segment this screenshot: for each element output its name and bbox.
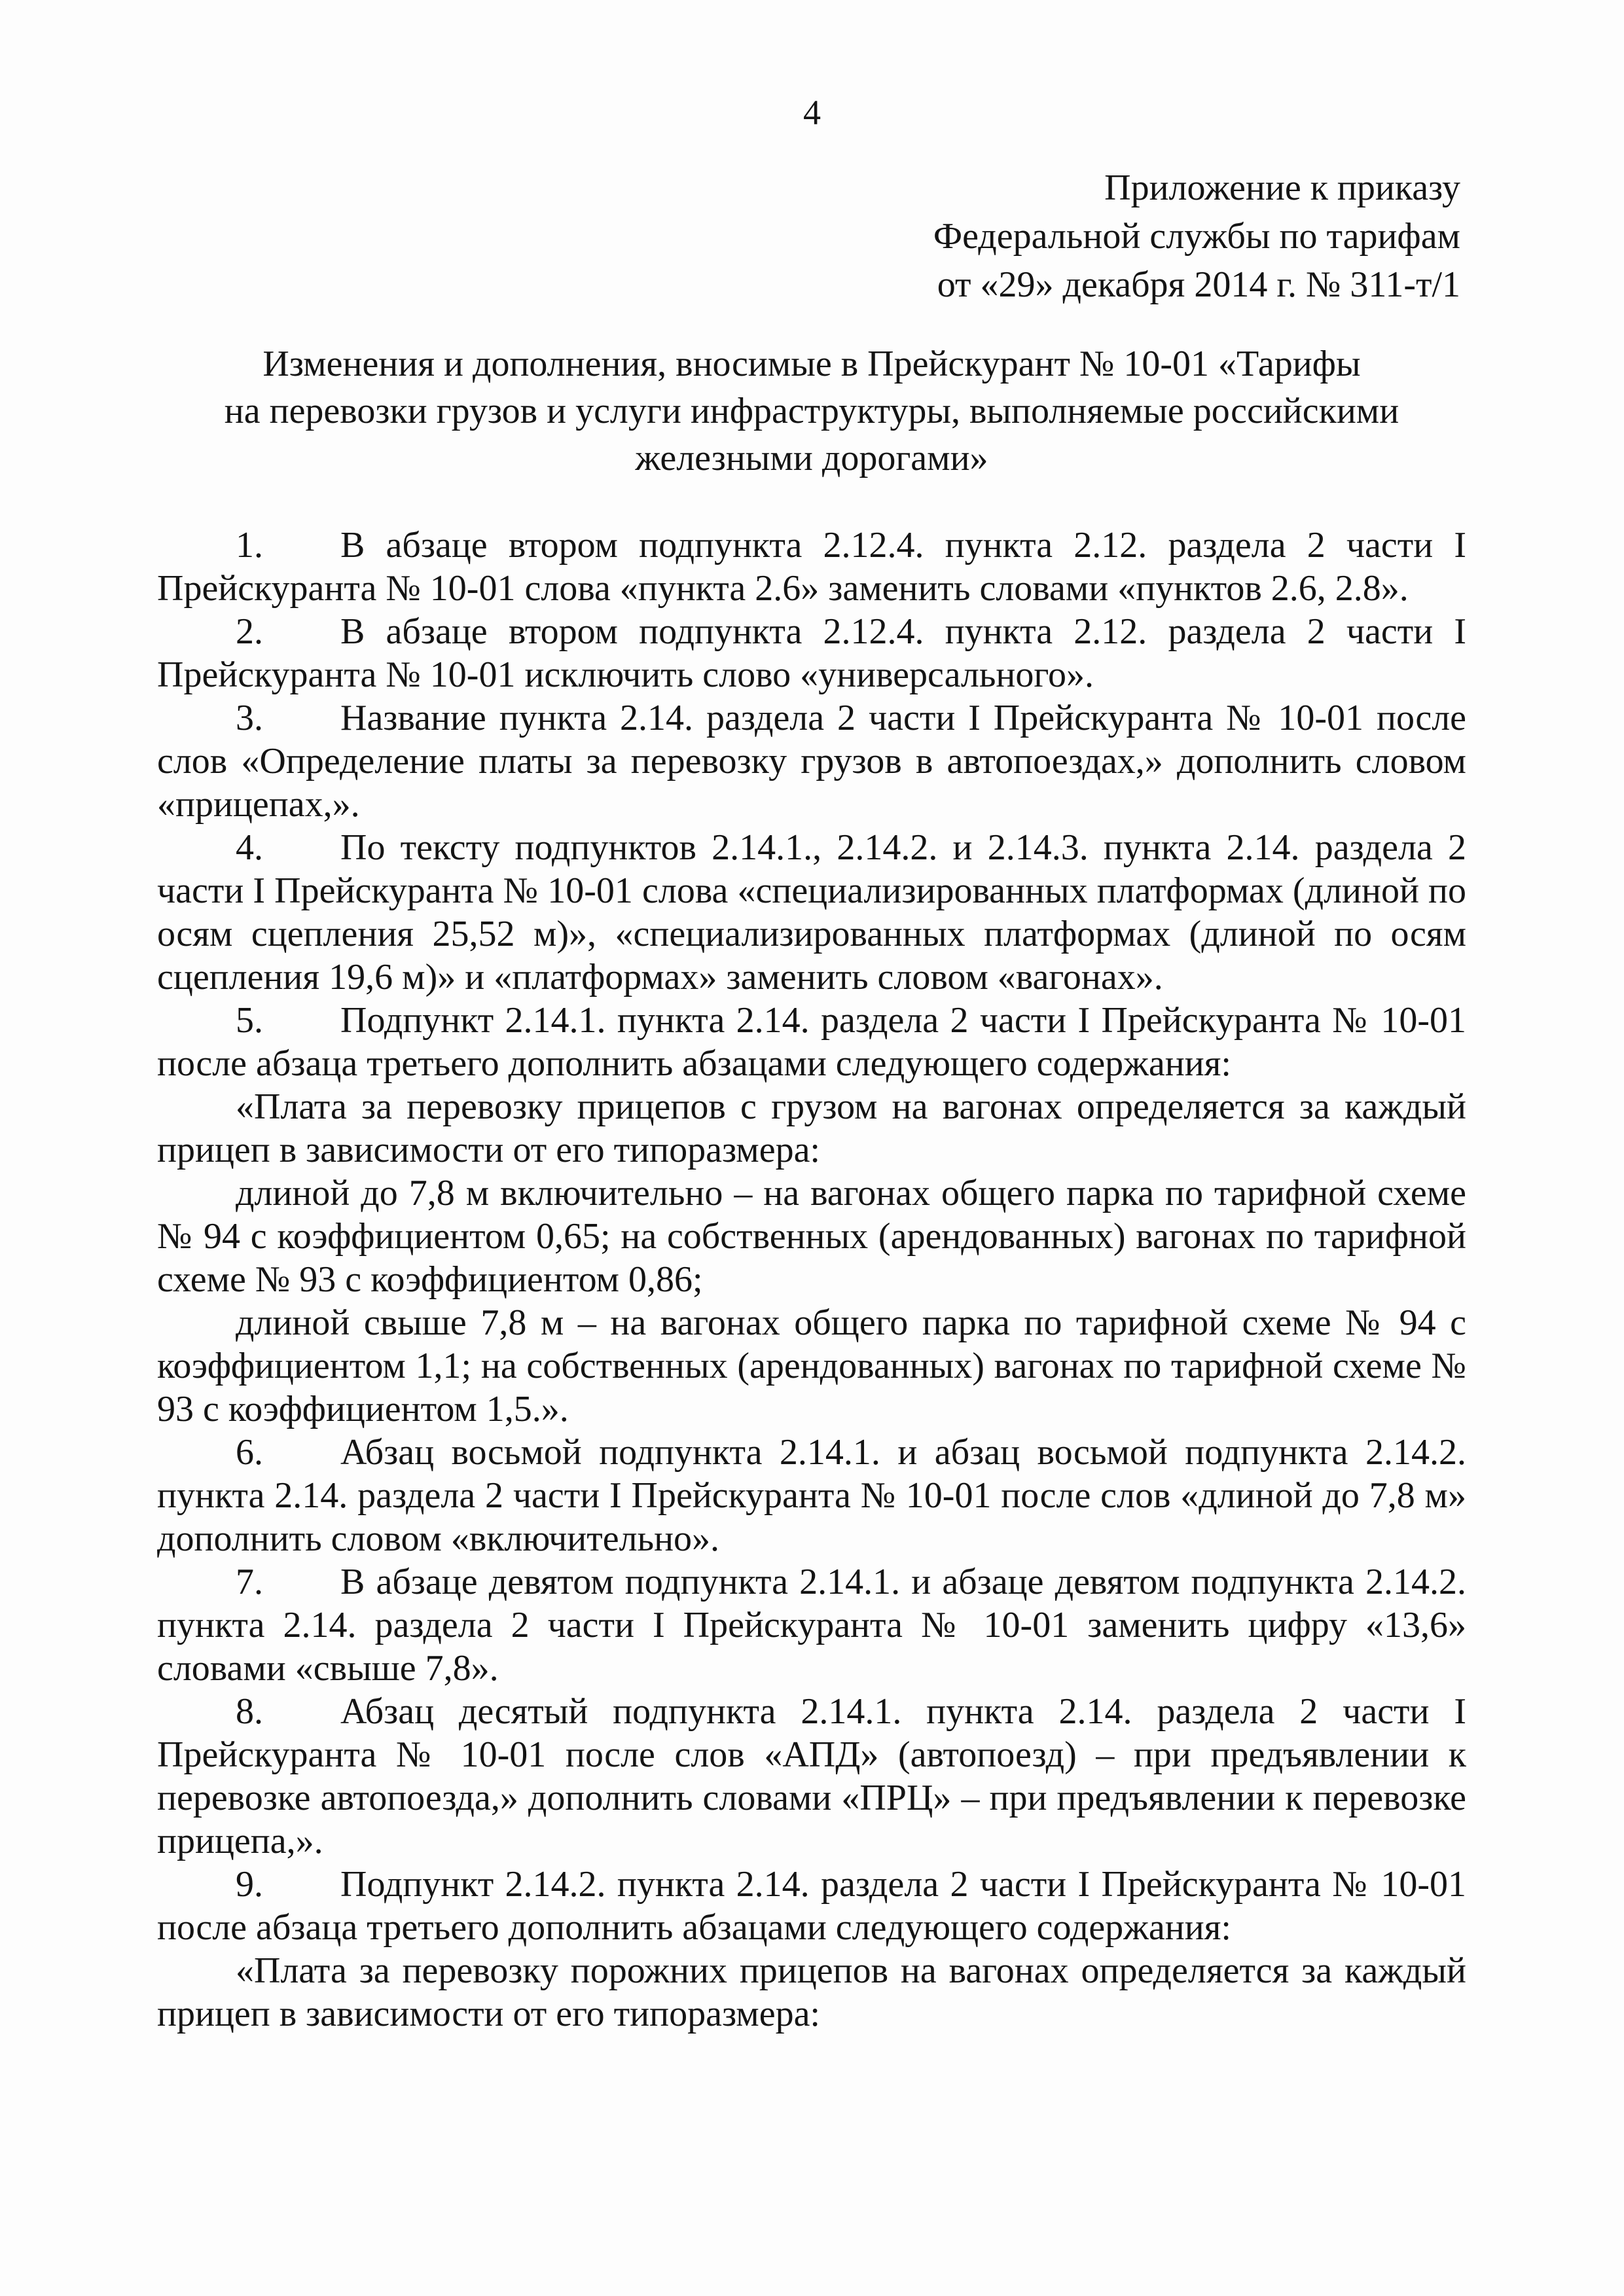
item-text: Абзац десятый подпункта 2.14.1. пункта 2.14. раздела 2 части I Прейскуранта № 10-01 после слов «АПД» (автопоезд) – при предъявлении к перевозке автопоезда,» дополнить словами «ПРЦ» – при предъявлении к перевозке прицепа,». bbox=[157, 1691, 1466, 1861]
item-number: 5. bbox=[236, 1000, 263, 1041]
appendix-line: Приложение к приказу bbox=[1104, 168, 1460, 208]
list-item bbox=[157, 524, 1466, 610]
item-number: 9. bbox=[236, 1864, 263, 1905]
item-number: 7. bbox=[236, 1562, 263, 1602]
quoted-paragraph: длиной свыше 7,8 м – на вагонах общего парка по тарифной схеме № 94 с коэффициентом 1,1; на собственных (арендованных) вагонах по тарифной схеме № 93 с коэффициентом 1,5.». bbox=[157, 1302, 1466, 1429]
document-body bbox=[157, 524, 1466, 2036]
appendix-line: Федеральной службы по тарифам bbox=[933, 216, 1460, 257]
item-number: 8. bbox=[236, 1691, 263, 1732]
list-item bbox=[157, 1431, 1466, 1560]
item-text: По тексту подпунктов 2.14.1., 2.14.2. и 2.14.3. пункта 2.14. раздела 2 части I Прейскуранта № 10-01 слова «специализированных платформах (длиной по осям сцепления 25,52 м)», «специализированных платформах (длиной по осям сцепления 19,6 м)» и «платформах» заменить словом «вагонах». bbox=[157, 827, 1466, 997]
item-text: В абзаце втором подпункта 2.12.4. пункта 2.12. раздела 2 части I Прейскуранта № 10-01 слова «пункта 2.6» заменить словами «пунктов 2.6, 2.8». bbox=[157, 525, 1466, 609]
item-text: В абзаце втором подпункта 2.12.4. пункта 2.12. раздела 2 части I Прейскуранта № 10-01 исключить слово «универсального». bbox=[157, 611, 1466, 695]
item-number: 6. bbox=[236, 1432, 263, 1473]
title-line: железными дорогами» bbox=[635, 438, 988, 478]
list-item bbox=[157, 1863, 1466, 1949]
title-line: на перевозки грузов и услуги инфраструктуры, выполняемые российскими bbox=[224, 391, 1399, 431]
item-number: 3. bbox=[236, 698, 263, 738]
quoted-paragraph: «Плата за перевозку порожних прицепов на вагонах определяется за каждый прицеп в зависимости от его типоразмера: bbox=[157, 1950, 1466, 2034]
list-item bbox=[157, 1690, 1466, 1863]
item-text: Подпункт 2.14.1. пункта 2.14. раздела 2 части I Прейскуранта № 10-01 после абзаца третьего дополнить абзацами следующего содержания: bbox=[157, 1000, 1466, 1084]
list-item bbox=[157, 696, 1466, 826]
list-item bbox=[157, 610, 1466, 696]
item-number: 4. bbox=[236, 827, 263, 868]
appendix-reference bbox=[675, 164, 1460, 309]
quoted-paragraph: длиной до 7,8 м включительно – на вагонах общего парка по тарифной схеме № 94 с коэффициентом 0,65; на собственных (арендованных) вагонах по тарифной схеме № 93 с коэффициентом 0,86; bbox=[157, 1173, 1466, 1300]
document-title bbox=[157, 340, 1466, 482]
item-text: Подпункт 2.14.2. пункта 2.14. раздела 2 части I Прейскуранта № 10-01 после абзаца третьего дополнить абзацами следующего содержания: bbox=[157, 1864, 1466, 1948]
list-item bbox=[157, 999, 1466, 1085]
item-number: 2. bbox=[236, 611, 263, 652]
item-text: В абзаце девятом подпункта 2.14.1. и абзаце девятом подпункта 2.14.2. пункта 2.14. раздела 2 части I Прейскуранта № 10-01 заменить цифру «13,6» словами «свыше 7,8». bbox=[157, 1562, 1466, 1689]
page-number: 4 bbox=[803, 93, 821, 132]
title-line: Изменения и дополнения, вносимые в Прейскурант № 10-01 «Тарифы bbox=[262, 344, 1361, 384]
quoted-paragraph: «Плата за перевозку прицепов с грузом на вагонах определяется за каждый прицеп в зависимости от его типоразмера: bbox=[157, 1086, 1466, 1170]
list-item bbox=[157, 1560, 1466, 1690]
list-item bbox=[157, 826, 1466, 999]
item-number: 1. bbox=[236, 525, 263, 565]
item-text: Название пункта 2.14. раздела 2 части I Прейскуранта № 10-01 после слов «Определение платы за перевозку грузов в автопоездах,» дополнить словом «прицепах,». bbox=[157, 698, 1466, 825]
appendix-line: от «29» декабря 2014 г. № 311-т/1 bbox=[937, 264, 1460, 305]
item-text: Абзац восьмой подпункта 2.14.1. и абзац восьмой подпункта 2.14.2. пункта 2.14. раздела 2 части I Прейскуранта № 10-01 после слов «длиной до 7,8 м» дополнить словом «включительно». bbox=[157, 1432, 1466, 1559]
